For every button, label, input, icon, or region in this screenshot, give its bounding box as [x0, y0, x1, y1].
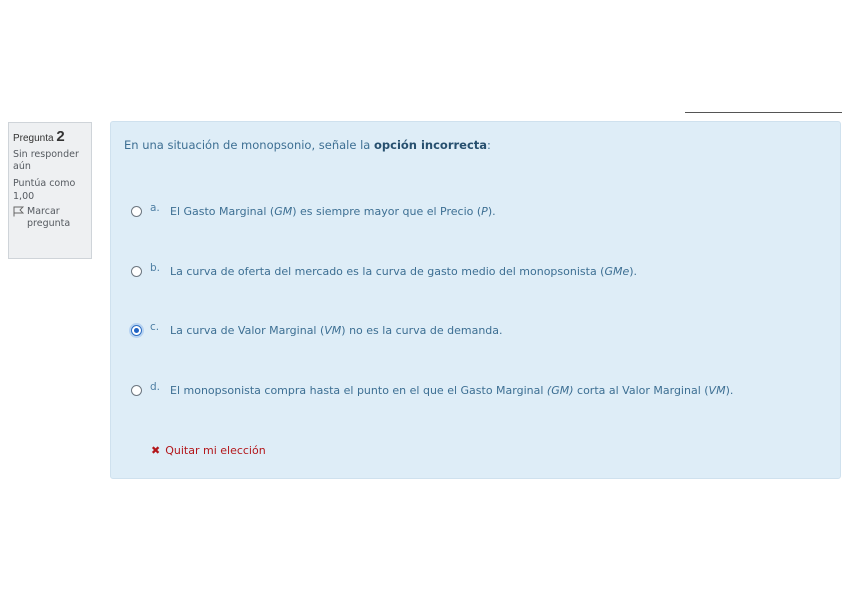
flag-icon — [13, 206, 25, 217]
option-text: El Gasto Marginal (GM) es siempre mayor que el Precio (P). — [170, 205, 496, 218]
answer-option-a[interactable] — [131, 201, 496, 218]
divider-line — [685, 112, 842, 113]
question-state: Sin responder aún — [13, 148, 79, 172]
answer-option-d[interactable] — [131, 380, 734, 397]
question-content-panel — [110, 121, 841, 479]
remove-choice-link[interactable] — [151, 444, 266, 457]
option-letter: c. — [150, 320, 160, 333]
question-text-prefix: En una situación de monopsonio, señale la — [124, 138, 374, 152]
flag-question-label: Marcar pregunta — [27, 205, 71, 230]
radio-option-b[interactable] — [131, 266, 142, 277]
question-grade: Puntúa como 1,00 — [13, 178, 76, 202]
close-icon: ✖ — [151, 444, 161, 457]
question-info-panel — [8, 122, 92, 259]
flag-question-button[interactable] — [13, 206, 87, 231]
option-letter: d. — [150, 380, 161, 393]
option-letter: a. — [150, 201, 160, 214]
option-text: La curva de Valor Marginal (VM) no es la curva de demanda. — [170, 324, 503, 337]
question-number-value: 2 — [56, 128, 65, 145]
question-label: Pregunta — [13, 133, 54, 144]
radio-option-c[interactable] — [131, 325, 142, 336]
remove-choice-label: Quitar mi elección — [165, 444, 266, 457]
option-letter: b. — [150, 261, 161, 274]
option-text: La curva de oferta del mercado es la curva de gasto medio del monopsonista (GMe). — [170, 265, 638, 278]
radio-option-a[interactable] — [131, 206, 142, 217]
question-text — [124, 138, 491, 152]
question-text-emphasis: opción incorrecta — [374, 138, 488, 152]
radio-option-d[interactable] — [131, 385, 142, 396]
question-text-suffix: : — [487, 138, 491, 152]
option-text: El monopsonista compra hasta el punto en el que el Gasto Marginal (GM) corta al Valor Marginal (VM). — [170, 384, 734, 397]
answer-option-c[interactable] — [131, 320, 503, 337]
question-number — [13, 127, 87, 147]
answer-option-b[interactable] — [131, 261, 638, 278]
